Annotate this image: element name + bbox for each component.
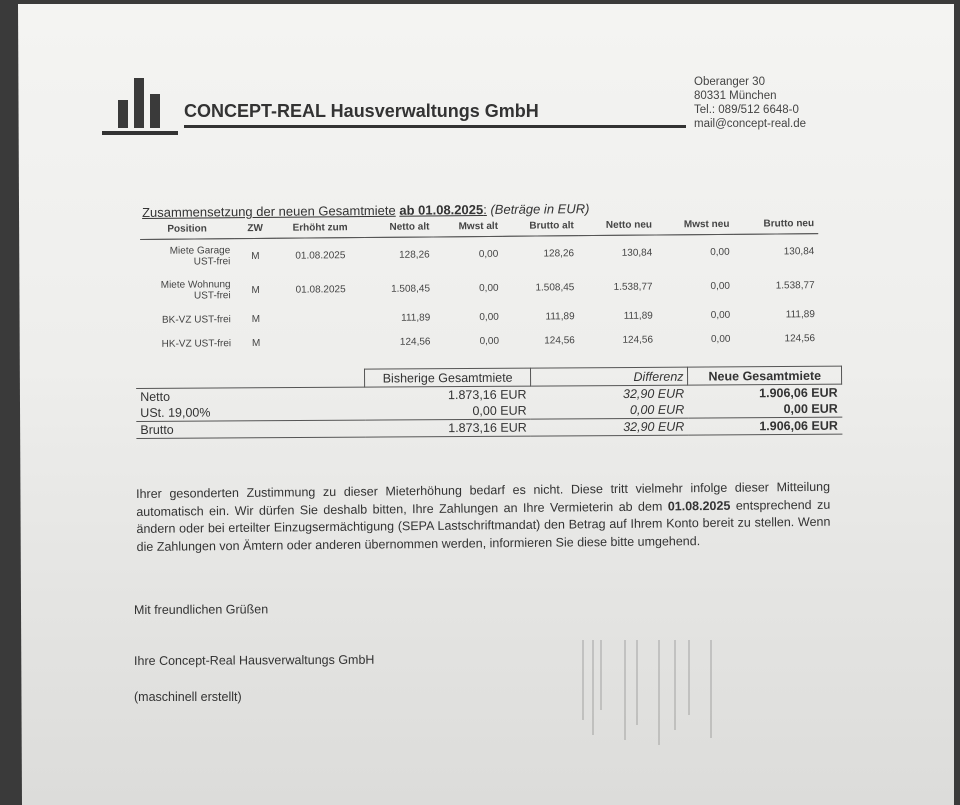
summary-label: Netto xyxy=(136,387,365,405)
row-netto-neu: 1.538,77 xyxy=(613,281,653,293)
row-position xyxy=(140,239,234,274)
address-email: mail@concept-real.de xyxy=(694,118,807,130)
row-netto-alt: 128,26 xyxy=(399,248,430,261)
summary-bisher: 1.873,16 EUR xyxy=(365,419,531,437)
header-mwst-alt: Mwst alt xyxy=(433,215,502,237)
paragraph-date: 01.08.2025 xyxy=(667,498,731,513)
position-line-1: Miete Garage xyxy=(169,245,231,257)
row-brutto-neu: 1.538,77 xyxy=(775,279,815,291)
summary-label: USt. 19,00% xyxy=(140,405,211,420)
paragraph-start: Ihrer gesonderten Zustimmung zu dieser Mieterhöhung bedarf es nicht. Diese tritt vielmehr infolge dieser Mitteilung automatisch ein. Wir dürfen Sie deshalb bitten, Ihre Zahlungen an Ihre Vermieterin ab dem xyxy=(136,479,831,519)
company-address xyxy=(694,75,806,131)
row-netto-alt: 124,56 xyxy=(399,335,431,348)
header-bisherige-gesamtmiete: Bisherige Gesamtmiete xyxy=(365,368,531,387)
letterhead-rule xyxy=(184,125,686,128)
generated-note: (maschinell erstellt) xyxy=(134,690,242,704)
row-netto-neu: 130,84 xyxy=(621,247,653,259)
header-neue-gesamtmiete: Neue Gesamtmiete xyxy=(688,366,842,385)
row-zw: M xyxy=(251,250,260,262)
row-brutto-alt: 111,89 xyxy=(545,310,575,322)
position-line-1: Miete Wohnung xyxy=(160,279,231,291)
table-row xyxy=(140,234,818,274)
summary-diff: 0,00 EUR xyxy=(629,402,685,417)
paragraph-end: entsprechend zu ändern oder bei erteilter Einzugsermächtigung (SEPA Lastschriftmandat) den Betrag auf Ihrem Konto bereit zu stellen. Wenn die Zahlungen von Ämtern oder anderen übernommen werden, informieren Sie diese bitte umgehend. xyxy=(136,497,831,554)
header-brutto-alt: Brutto alt xyxy=(502,214,578,236)
header-position: Position xyxy=(140,217,234,239)
row-mwst-alt: 0,00 xyxy=(479,335,500,347)
summary-neu: 1.906,06 EUR xyxy=(688,384,842,401)
address-phone: Tel.: 089/512 6648-0 xyxy=(694,104,799,116)
signature-line: Ihre Concept-Real Hausverwaltungs GmbH xyxy=(134,652,375,668)
summary-bisher: 1.873,16 EUR xyxy=(365,386,531,404)
row-position: BK-VZ UST-frei xyxy=(161,313,231,326)
row-brutto-alt: 1.508,45 xyxy=(535,281,575,294)
address-city: 80331 München xyxy=(694,90,777,102)
row-brutto-neu: 111,89 xyxy=(785,308,815,320)
summary-diff: 32,90 EUR xyxy=(531,418,689,436)
row-date xyxy=(277,330,365,355)
summary-table xyxy=(136,366,842,439)
row-zw: M xyxy=(251,284,260,296)
header-brutto-neu: Brutto neu xyxy=(733,212,818,234)
row-date: 01.08.2025 xyxy=(295,249,346,262)
faded-barcode-mark xyxy=(578,640,738,750)
summary-label: Brutto xyxy=(136,420,365,438)
company-name: CONCEPT-REAL Hausverwaltungs GmbH xyxy=(184,101,539,121)
row-brutto-neu: 124,56 xyxy=(784,332,816,344)
position-line-2: UST-frei xyxy=(193,290,231,302)
summary-diff: 32,90 EUR xyxy=(531,385,689,402)
summary-neu: 0,00 EUR xyxy=(783,401,838,417)
address-street: Oberanger 30 xyxy=(694,76,765,88)
row-netto-alt: 1.508,45 xyxy=(391,282,431,295)
row-brutto-neu: 130,84 xyxy=(783,245,815,257)
header-netto-neu: Netto neu xyxy=(578,213,656,235)
row-mwst-neu: 0,00 xyxy=(710,246,730,258)
row-netto-neu: 111,89 xyxy=(623,310,653,322)
company-logo xyxy=(118,78,162,128)
notice-paragraph xyxy=(136,479,831,556)
row-mwst-neu: 0,00 xyxy=(710,309,731,321)
row-mwst-neu: 0,00 xyxy=(710,280,731,292)
header-differenz: Differenz xyxy=(530,367,688,386)
position-line-2: UST-frei xyxy=(193,256,231,268)
row-zw: M xyxy=(251,337,261,349)
summary-bisher: 0,00 EUR xyxy=(472,403,527,418)
caption-note: (Beträge in EUR) xyxy=(490,201,590,217)
row-mwst-alt: 0,00 xyxy=(478,248,499,260)
row-brutto-alt: 128,26 xyxy=(543,247,575,259)
summary-row-brutto xyxy=(136,417,842,438)
header-netto-alt: Netto alt xyxy=(364,215,434,237)
row-mwst-alt: 0,00 xyxy=(479,282,499,294)
row-date xyxy=(277,306,365,331)
caption-colon: : xyxy=(483,201,487,218)
row-brutto-alt: 124,56 xyxy=(544,334,575,346)
rent-table xyxy=(140,212,819,356)
header-mwst-neu: Mwst neu xyxy=(656,213,734,235)
summary-neu: 1.906,06 EUR xyxy=(688,417,842,435)
header-zw: ZW xyxy=(234,217,276,239)
header-erhoeht: Erhöht zum xyxy=(276,216,364,238)
row-netto-neu: 124,56 xyxy=(622,334,654,346)
row-netto-alt: 111,89 xyxy=(401,311,431,324)
row-position xyxy=(140,273,234,308)
greeting: Mit freundlichen Grüßen xyxy=(134,602,269,617)
caption-date: ab 01.08.2025 xyxy=(399,202,484,218)
caption-prefix: Zusammensetzung der neuen Gesamtmiete xyxy=(142,202,396,220)
row-mwst-neu: 0,00 xyxy=(710,333,731,345)
row-position: HK-VZ UST-frei xyxy=(161,337,232,350)
row-mwst-alt: 0,00 xyxy=(479,311,499,323)
row-date: 01.08.2025 xyxy=(295,283,346,296)
logo-underline xyxy=(102,131,178,135)
row-zw: M xyxy=(251,313,261,325)
